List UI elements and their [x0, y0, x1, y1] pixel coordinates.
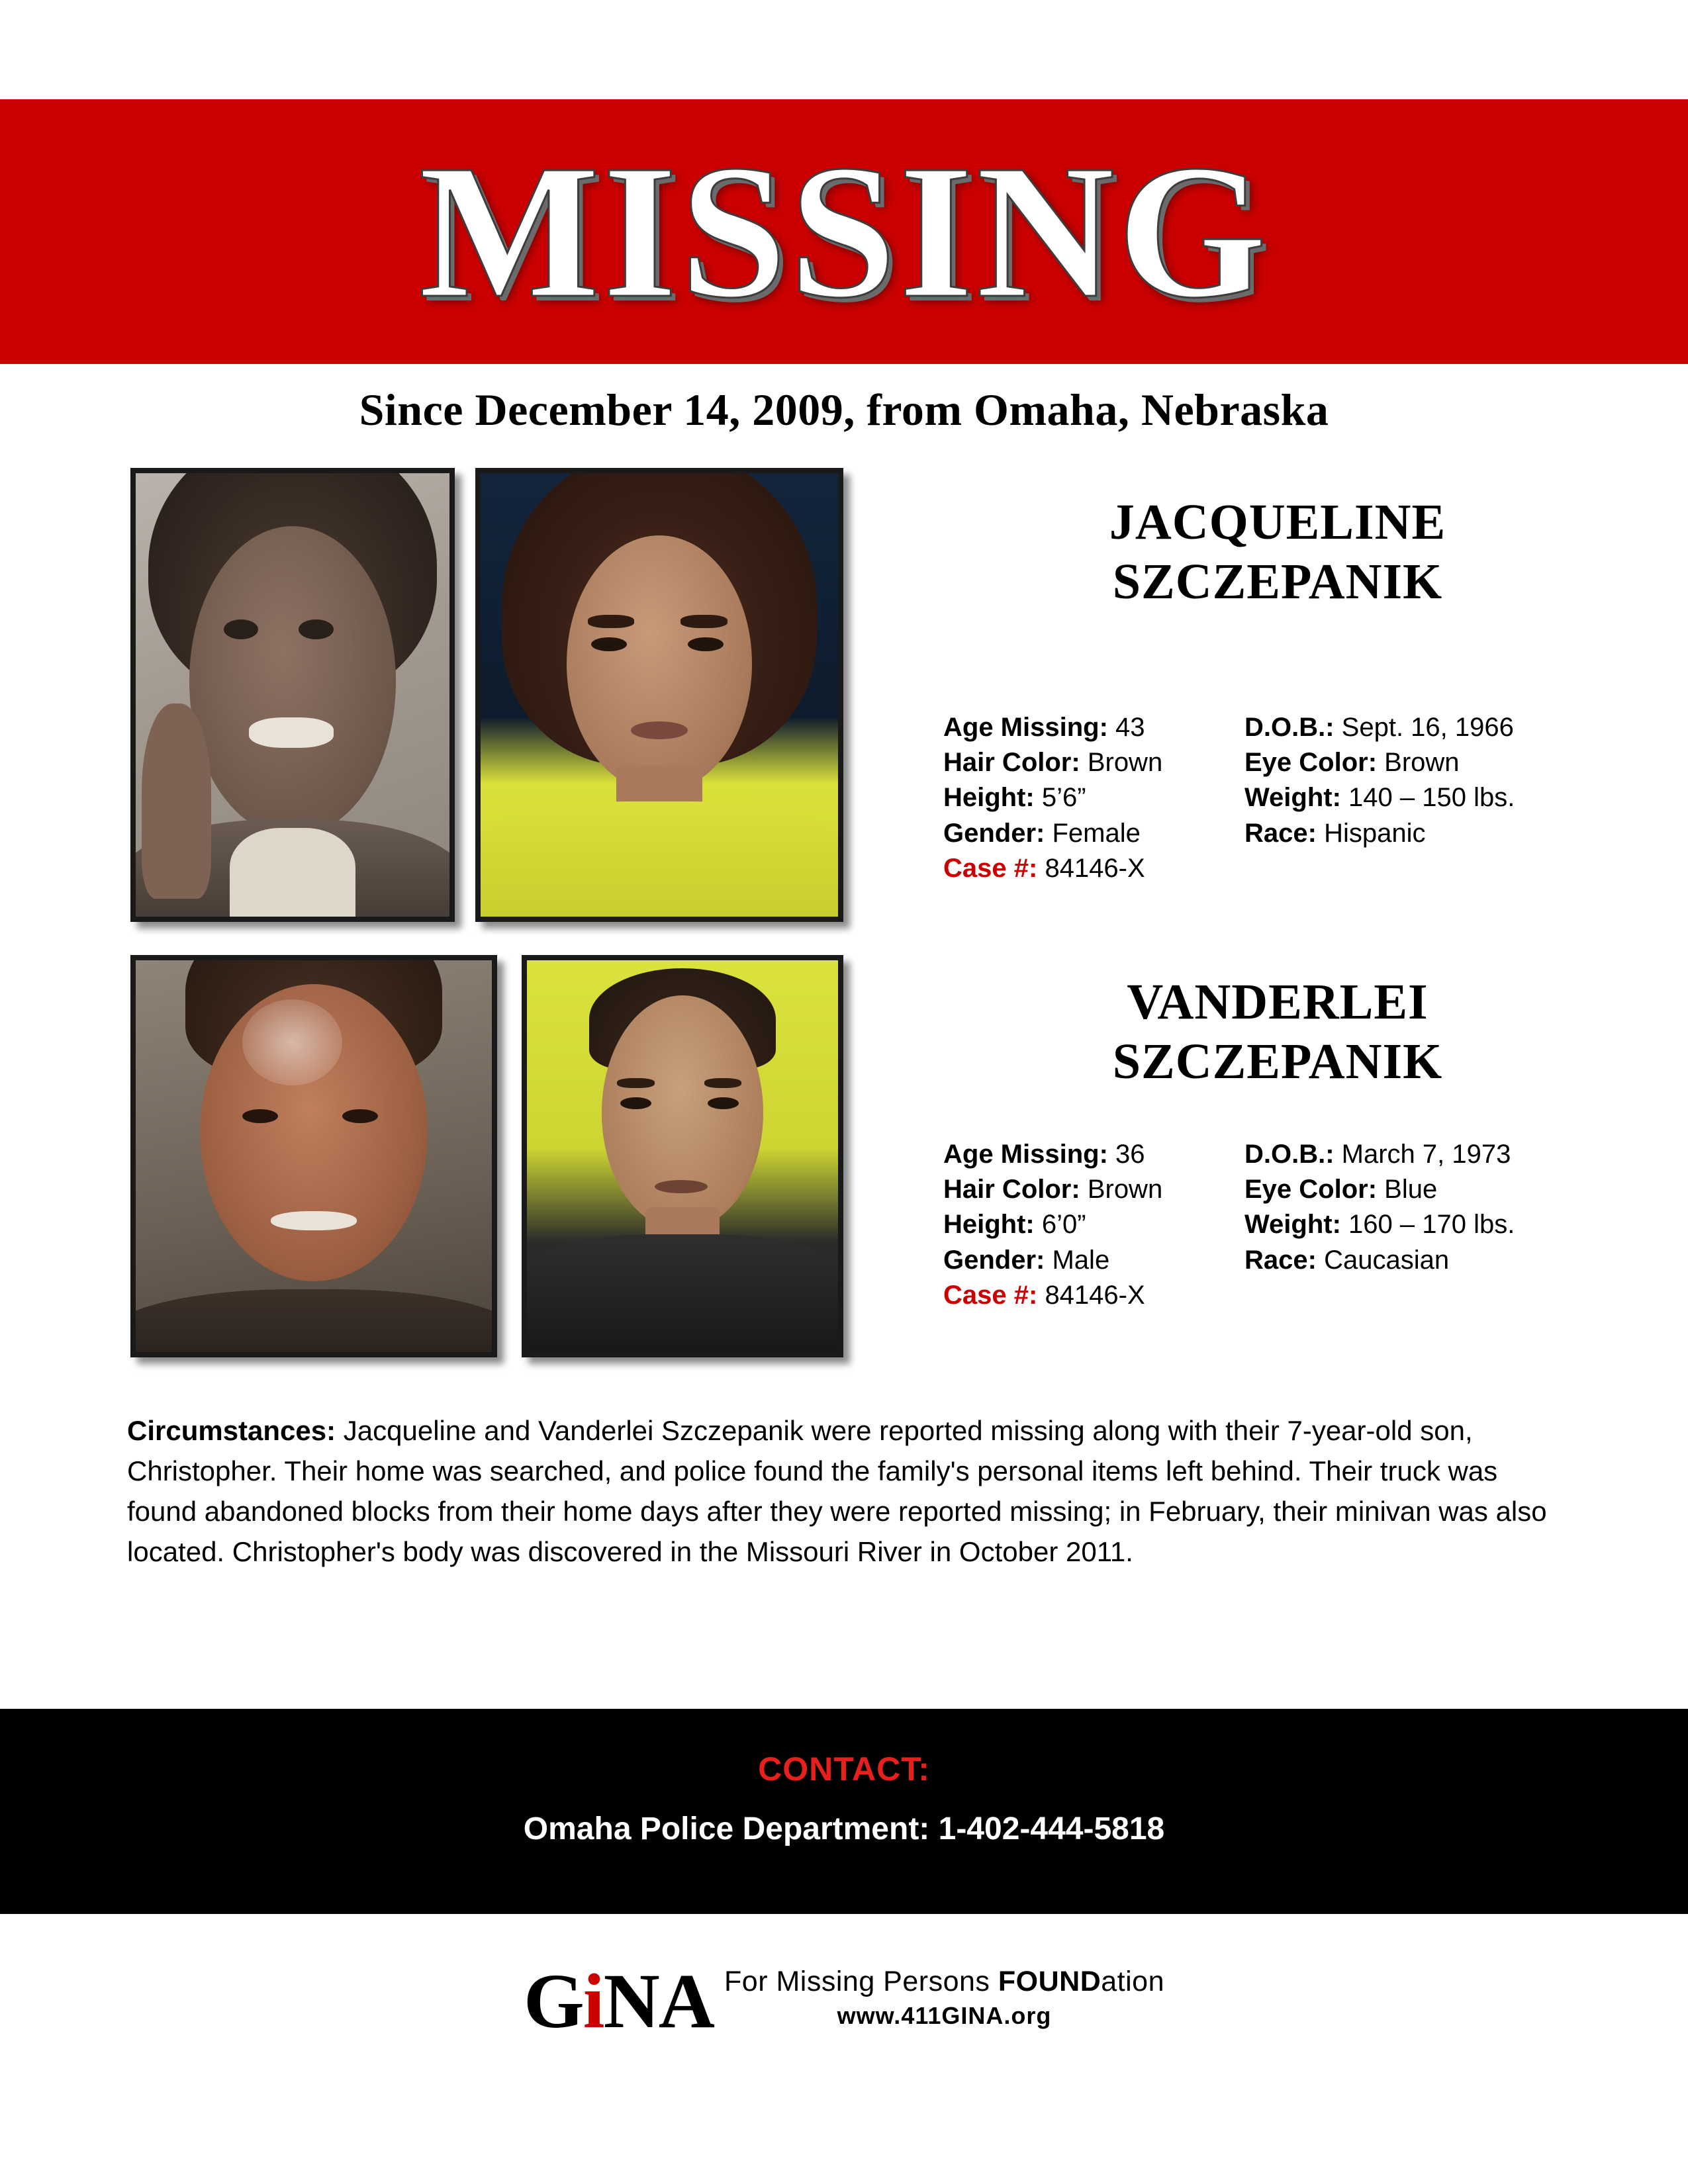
person-stats-vanderlei: [943, 1137, 1612, 1313]
contact-title: CONTACT:: [758, 1751, 930, 1788]
value-case-number: 84146-X: [1045, 853, 1145, 883]
stats-row: [943, 1137, 1612, 1172]
label-hair-color: Hair Color:: [943, 1175, 1080, 1205]
stats-row: [943, 816, 1612, 851]
gina-tagline-block: [724, 1966, 1164, 2036]
label-age-missing: Age Missing:: [943, 1140, 1108, 1169]
label-hair-color: Hair Color:: [943, 748, 1080, 778]
label-weight: Weight:: [1244, 1210, 1341, 1240]
stats-row: [943, 745, 1612, 780]
missing-since-line: Since December 14, 2009, from Omaha, Nebraska: [359, 385, 1329, 435]
tagline-post: ation: [1101, 1966, 1164, 1997]
stats-row: [943, 1278, 1612, 1313]
value-height: 5’6”: [1041, 783, 1086, 813]
stats-row: [943, 1172, 1612, 1207]
contact-band: [0, 1709, 1688, 1914]
missing-banner: [0, 99, 1688, 364]
logo-letters-na: NA: [603, 1957, 714, 2044]
value-hair-color: Brown: [1087, 1175, 1163, 1205]
stats-row: [943, 710, 1612, 745]
value-case-number: 84146-X: [1045, 1280, 1145, 1310]
value-dob: Sept. 16, 1966: [1341, 713, 1514, 742]
person-name-line-2: SZCZEPANIK: [1112, 553, 1443, 610]
jacqueline-photo-2: [475, 468, 843, 922]
label-eye-color: Eye Color:: [1244, 748, 1378, 778]
value-dob: March 7, 1973: [1341, 1140, 1511, 1169]
person-name-vanderlei: [953, 973, 1602, 1091]
label-case-number: Case #:: [943, 1280, 1038, 1310]
person-name-line-1: VANDERLEI: [1127, 974, 1429, 1030]
value-race: Caucasian: [1324, 1245, 1450, 1275]
stats-row: [943, 851, 1612, 886]
value-weight: 160 – 170 lbs.: [1348, 1210, 1515, 1240]
footer-logo: [0, 1957, 1688, 2044]
label-gender: Gender:: [943, 1245, 1045, 1275]
label-weight: Weight:: [1244, 783, 1341, 813]
person-stats-jacqueline: [943, 710, 1612, 886]
tagline-found: FOUND: [998, 1966, 1102, 1997]
stats-row: [943, 780, 1612, 815]
jacqueline-photo-1: [130, 468, 455, 922]
label-race: Race:: [1244, 818, 1317, 848]
vanderlei-photo-1: [130, 955, 497, 1357]
value-age-missing: 36: [1115, 1140, 1145, 1169]
label-race: Race:: [1244, 1245, 1317, 1275]
value-weight: 140 – 150 lbs.: [1348, 783, 1515, 813]
value-height: 6’0”: [1041, 1210, 1086, 1240]
label-dob: D.O.B.:: [1244, 713, 1335, 742]
label-height: Height:: [943, 1210, 1035, 1240]
label-age-missing: Age Missing:: [943, 713, 1108, 742]
circumstances-text: Jacqueline and Vanderlei Szczepanik were reported missing along with their 7-year-old son, Christopher. Their home was searched, and police found the family's personal items left behind. Their truck was found abandoned blocks from their home days after they were reported missing; in February, their minivan was also located. Christopher's body was discovered in the Missouri River in October 2011.: [127, 1415, 1547, 1567]
gina-url[interactable]: www.411GINA.org: [837, 2002, 1052, 2029]
stats-row: [943, 1207, 1612, 1242]
person-name-line-2: SZCZEPANIK: [1112, 1033, 1443, 1089]
contact-phone-line: Omaha Police Department: 1-402-444-5818: [523, 1811, 1165, 1846]
value-eye-color: Brown: [1384, 748, 1460, 778]
value-age-missing: 43: [1115, 713, 1145, 742]
person-name-jacqueline: [953, 493, 1602, 612]
value-race: Hispanic: [1324, 818, 1426, 848]
label-height: Height:: [943, 783, 1035, 813]
label-case-number: Case #:: [943, 853, 1038, 883]
value-gender: Male: [1052, 1245, 1110, 1275]
gina-tagline: [724, 1966, 1164, 1998]
person-name-line-1: JACQUELINE: [1109, 494, 1446, 550]
circumstances-label: Circumstances:: [127, 1415, 336, 1446]
circumstances-section: [127, 1411, 1570, 1572]
label-dob: D.O.B.:: [1244, 1140, 1335, 1169]
label-gender: Gender:: [943, 818, 1045, 848]
tagline-pre: For Missing Persons: [724, 1966, 998, 1997]
logo-letter-i: i: [583, 1957, 604, 2044]
vanderlei-photo-2: [522, 955, 843, 1357]
gina-wordmark: [524, 1957, 714, 2044]
value-gender: Female: [1052, 818, 1141, 848]
label-eye-color: Eye Color:: [1244, 1175, 1378, 1205]
logo-letter-g: G: [524, 1957, 583, 2044]
page-title: MISSING: [418, 125, 1270, 338]
value-eye-color: Blue: [1384, 1175, 1438, 1205]
stats-row: [943, 1243, 1612, 1278]
value-hair-color: Brown: [1087, 748, 1163, 778]
